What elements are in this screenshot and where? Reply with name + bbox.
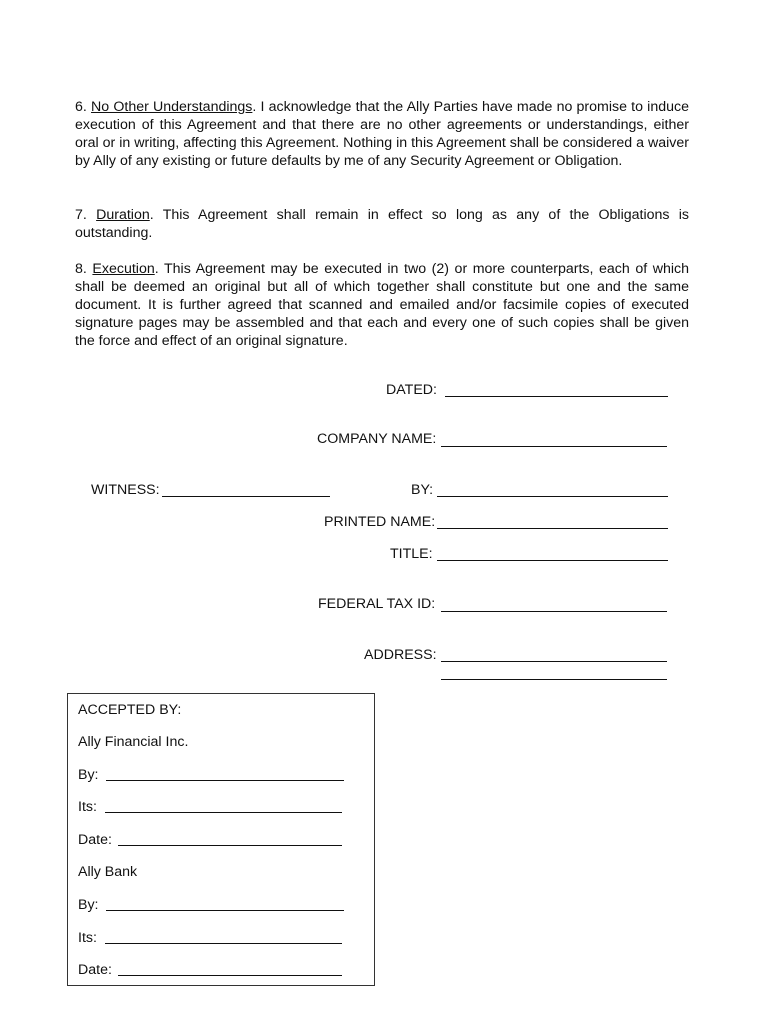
printed-name-label: PRINTED NAME: xyxy=(324,514,436,530)
ally-financial-its-label: Its: xyxy=(78,799,97,815)
federal-tax-id-field[interactable] xyxy=(441,611,667,612)
ally-financial-its-field[interactable] xyxy=(105,812,342,813)
company-name-field[interactable] xyxy=(441,446,667,447)
address-label: ADDRESS: xyxy=(364,647,437,663)
section-6-body: . I acknowledge that the Ally Parties have made no promise to induce execution of this Agreement and that there are no other agreements or understandings, either oral or in writing, affecting this Agreement. Nothing in this Agreement shall be considered a waiver by Ally of any existing or future defaults by me of any Security Agreement or Obligation. xyxy=(75,99,689,169)
address-field-line-2[interactable] xyxy=(441,679,667,680)
company-name-label: COMPANY NAME: xyxy=(317,431,437,447)
section-8-heading: Execution xyxy=(92,261,155,277)
ally-financial-date-field[interactable] xyxy=(118,845,342,846)
ally-financial-by-label: By: xyxy=(78,767,99,783)
ally-bank-date-field[interactable] xyxy=(118,975,342,976)
ally-bank-by-field[interactable] xyxy=(106,910,344,911)
dated-field[interactable] xyxy=(445,396,668,397)
section-7 xyxy=(75,207,689,243)
accepted-by-heading: ACCEPTED BY: xyxy=(78,702,182,718)
ally-financial-by-field[interactable] xyxy=(106,780,344,781)
ally-bank-its-label: Its: xyxy=(78,930,97,946)
section-8 xyxy=(75,261,689,351)
section-8-number: 8. xyxy=(75,261,87,277)
witness-label: WITNESS: xyxy=(91,482,160,498)
witness-field[interactable] xyxy=(162,496,330,497)
section-7-body: . This Agreement shall remain in effect so long as any of the Obligations is outstanding. xyxy=(75,207,689,241)
federal-tax-id-label: FEDERAL TAX ID: xyxy=(318,596,436,612)
by-label: BY: xyxy=(411,482,434,498)
section-7-heading: Duration xyxy=(96,207,150,223)
section-8-body: . This Agreement may be executed in two (2) or more counterparts, each of which shall be deemed an original but all of which together shall constitute but one and the same document. It is further agreed that scanned and emailed and/or facsimile copies of executed signature pages may be assembled and that each and every one of such copies shall be given the force and effect of an original signature. xyxy=(75,261,689,349)
ally-bank-its-field[interactable] xyxy=(105,943,342,944)
section-6 xyxy=(75,99,689,171)
title-label: TITLE: xyxy=(390,546,433,562)
section-6-number: 6. xyxy=(75,99,87,115)
dated-label: DATED: xyxy=(386,382,437,398)
printed-name-field[interactable] xyxy=(437,528,668,529)
by-field[interactable] xyxy=(437,496,668,497)
entity-ally-financial: Ally Financial Inc. xyxy=(78,734,189,750)
section-6-heading: No Other Understandings xyxy=(91,99,253,115)
accepted-by-box xyxy=(67,693,375,986)
ally-bank-by-label: By: xyxy=(78,897,99,913)
section-7-number: 7. xyxy=(75,207,87,223)
title-field[interactable] xyxy=(437,560,668,561)
address-field-line-1[interactable] xyxy=(441,661,667,662)
entity-ally-bank: Ally Bank xyxy=(78,864,138,880)
ally-bank-date-label: Date: xyxy=(78,962,112,978)
ally-financial-date-label: Date: xyxy=(78,832,112,848)
